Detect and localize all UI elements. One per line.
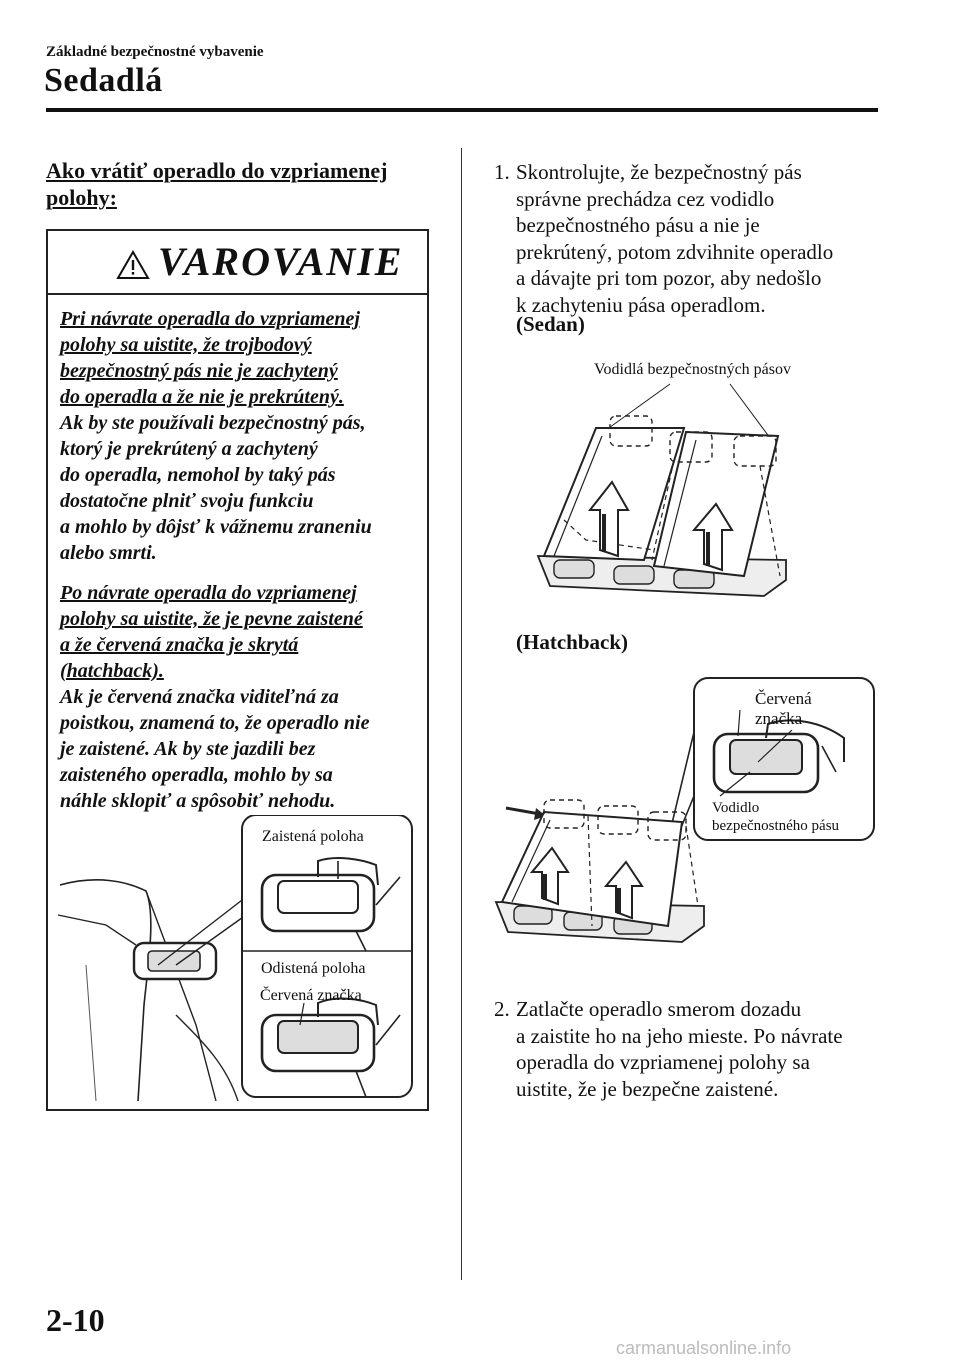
hatchback-red-mark-label-2: značka	[755, 709, 803, 728]
page-number: 2-10	[46, 1302, 105, 1338]
unlocked-position-label: Odistená poloha	[261, 960, 366, 977]
warning-line: ktorý je prekrútený a zachytený	[60, 438, 318, 460]
section-label: Základné bezpečnostné vybavenie	[46, 44, 264, 60]
warning-line: Ak by ste používali bezpečnostný pás,	[60, 412, 366, 434]
warning-line: (hatchback).	[60, 660, 164, 682]
warning-triangle-icon	[116, 250, 150, 280]
hatchback-label: (Hatchback)	[516, 630, 628, 654]
warning-line: bezpečnostný pás nie je zachytený	[60, 360, 338, 382]
hatchback-red-mark-label-1: Červená	[755, 689, 812, 708]
step-line: bezpečnostného pásu a nie je	[516, 213, 760, 237]
sub-heading	[46, 157, 426, 211]
warning-line: zaisteného operadla, mohlo by sa	[60, 764, 333, 786]
page-title: Sedadlá	[44, 62, 163, 99]
warning-paragraph-1	[60, 306, 420, 566]
warning-line: do operadla a že nie je prekrútený.	[60, 386, 344, 408]
warning-line: polohy sa uistite, že je pevne zaistené	[60, 608, 363, 630]
step-line: uistite, že je bezpečne zaistené.	[516, 1076, 779, 1101]
sub-heading-line-2: polohy:	[46, 185, 117, 210]
warning-line: náhle sklopiť a spôsobiť nehodu.	[60, 790, 336, 812]
sub-heading-line-1: Ako vrátiť operadlo do vzpriamenej	[46, 158, 388, 183]
step-line: prekrútený, potom zdvihnite operadlo	[516, 239, 834, 264]
watermark: carmanualsonline.info	[616, 1338, 792, 1358]
hatchback-seat-illustration	[492, 676, 878, 954]
step-line: Skontrolujte, že bezpečnostný pás	[516, 160, 802, 184]
sedan-seat-illustration	[524, 380, 814, 602]
step-line: a dávajte pri tom pozor, aby nedošlo	[516, 266, 822, 290]
warning-line: a že červená značka je skrytá	[60, 634, 299, 656]
sedan-label: (Sedan)	[516, 312, 585, 336]
step-line: správne prechádza cez vodidlo	[516, 186, 775, 211]
step-line: Zatlačte operadlo smerom dozadu	[516, 997, 802, 1021]
hatchback-guide-label-2: bezpečnostného pásu	[712, 818, 840, 834]
warning-line: je zaistené. Ak by ste jazdili bez	[60, 738, 316, 760]
warning-line: Ak je červená značka viditeľná za	[60, 686, 339, 708]
column-divider	[461, 148, 462, 1280]
warning-line: do operadla, nemohol by taký pás	[60, 464, 336, 486]
seatback-lock-illustration	[56, 815, 418, 1101]
step-line: operadla do vzpriamenej polohy sa	[516, 1050, 810, 1074]
title-rule	[46, 108, 878, 112]
warning-line: alebo smrti.	[60, 542, 157, 564]
red-mark-label: Červená značka	[260, 987, 362, 1004]
step-line: a zaistite ho na jeho mieste. Po návrate	[516, 1023, 843, 1048]
locked-position-label: Zaistená poloha	[262, 828, 364, 845]
step-1-text	[516, 159, 876, 318]
warning-line: poistkou, znamená to, že operadlo nie	[60, 712, 370, 734]
hatchback-guide-label-1: Vodidlo	[712, 800, 760, 816]
warning-line: a mohlo by dôjsť k vážnemu zraneniu	[60, 516, 372, 538]
warning-title: VAROVANIE	[158, 239, 404, 284]
warning-line: Po návrate operadla do vzpriamenej	[60, 582, 357, 604]
warning-line: dostatočne plniť svoju funkciu	[60, 490, 314, 512]
warning-paragraph-2	[60, 580, 420, 814]
warning-line: polohy sa uistite, že trojbodový	[60, 334, 312, 356]
warning-line: Pri návrate operadla do vzpriamenej	[60, 308, 360, 330]
step-2-text	[516, 996, 876, 1102]
sedan-guide-label: Vodidlá bezpečnostných pásov	[594, 361, 791, 378]
step-line: k zachyteniu pása operadlom.	[516, 292, 766, 317]
step-2-number: 2.	[494, 997, 510, 1021]
step-1-number: 1.	[494, 160, 510, 184]
